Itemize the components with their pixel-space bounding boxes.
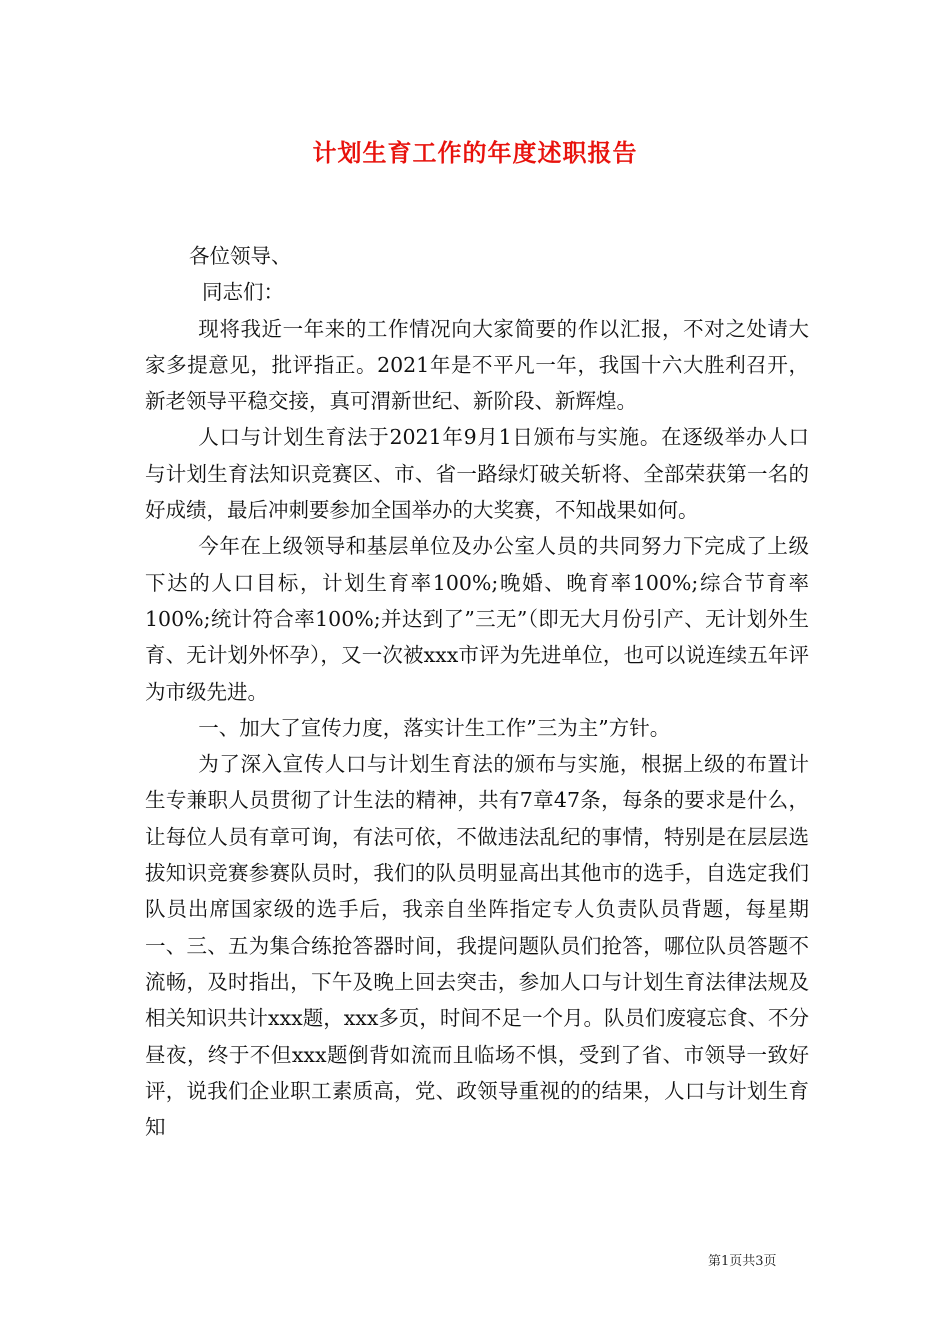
paragraph-intro: 现将我近一年来的工作情况向大家简要的作以汇报，不对之处请大家多提意见，批评指正。2021年是不平凡一年，我国十六大胜利召开，新老领导平稳交接，真可渭新世纪、新阶段、新辉煌。	[145, 316, 809, 414]
paragraph-law: 人口与计划生育法于2021年9月1日颁布与实施。在逐级举办人口与计划生育法知识竞赛区、市、省一路绿灯破关斩将、全部荣获第一名的好成绩，最后冲刺要参加全国举办的大奖赛，不知战果如何。	[145, 425, 809, 523]
paragraph-results: 今年在上级领导和基层单位及办公室人员的共同努力下完成了上级下达的人口目标，计划生育率100%;晚婚、晚育率100%;综合节育率100%;统计符合率100%;并达到了”三无”（即无大月份引产、无计划外生育、无计划外怀孕），又一次被xxx市评为先进单位，也可以说连续五年评为市级先进。	[145, 534, 809, 704]
document-title: 计划生育工作的年度述职报告	[312, 138, 638, 167]
paragraph-publicity: 为了深入宣传人口与计划生育法的颁布与实施，根据上级的布置计生专兼职人员贯彻了计生法的精神，共有7章47条，每条的要求是什么，让每位人员有章可询，有法可依，不做违法乱纪的事情，特别是在层层选拔知识竞赛参赛队员时，我们的队员明显高出其他市的选手，自选定我们队员出席国家级的选手后，我亲自坐阵指定专人负责队员背题，每星期一、三、五为集合练抢答器时间，我提问题队员们抢答，哪位队员答题不流畅，及时指出，下午及晚上回去突击，参加人口与计划生育法律法规及相关知识共计xxx题，xxx多页，时间不足一个月。队员们废寝忘食、不分昼夜，终于不但xxx题倒背如流而且临场不惧，受到了省、市领导一致好评，说我们企业职工素质高，党、政领导重视的的结果，人口与计划生育知	[145, 752, 809, 1140]
page-indicator: 第1页共3页	[708, 1254, 777, 1269]
section-heading-1: 一、加大了宣传力度，落实计生工作”三为主”方针。	[198, 715, 671, 740]
greeting-comrades: 同志们：	[202, 280, 284, 305]
document-body	[145, 238, 809, 1145]
greeting-leaders: 各位领导、	[189, 244, 292, 268]
